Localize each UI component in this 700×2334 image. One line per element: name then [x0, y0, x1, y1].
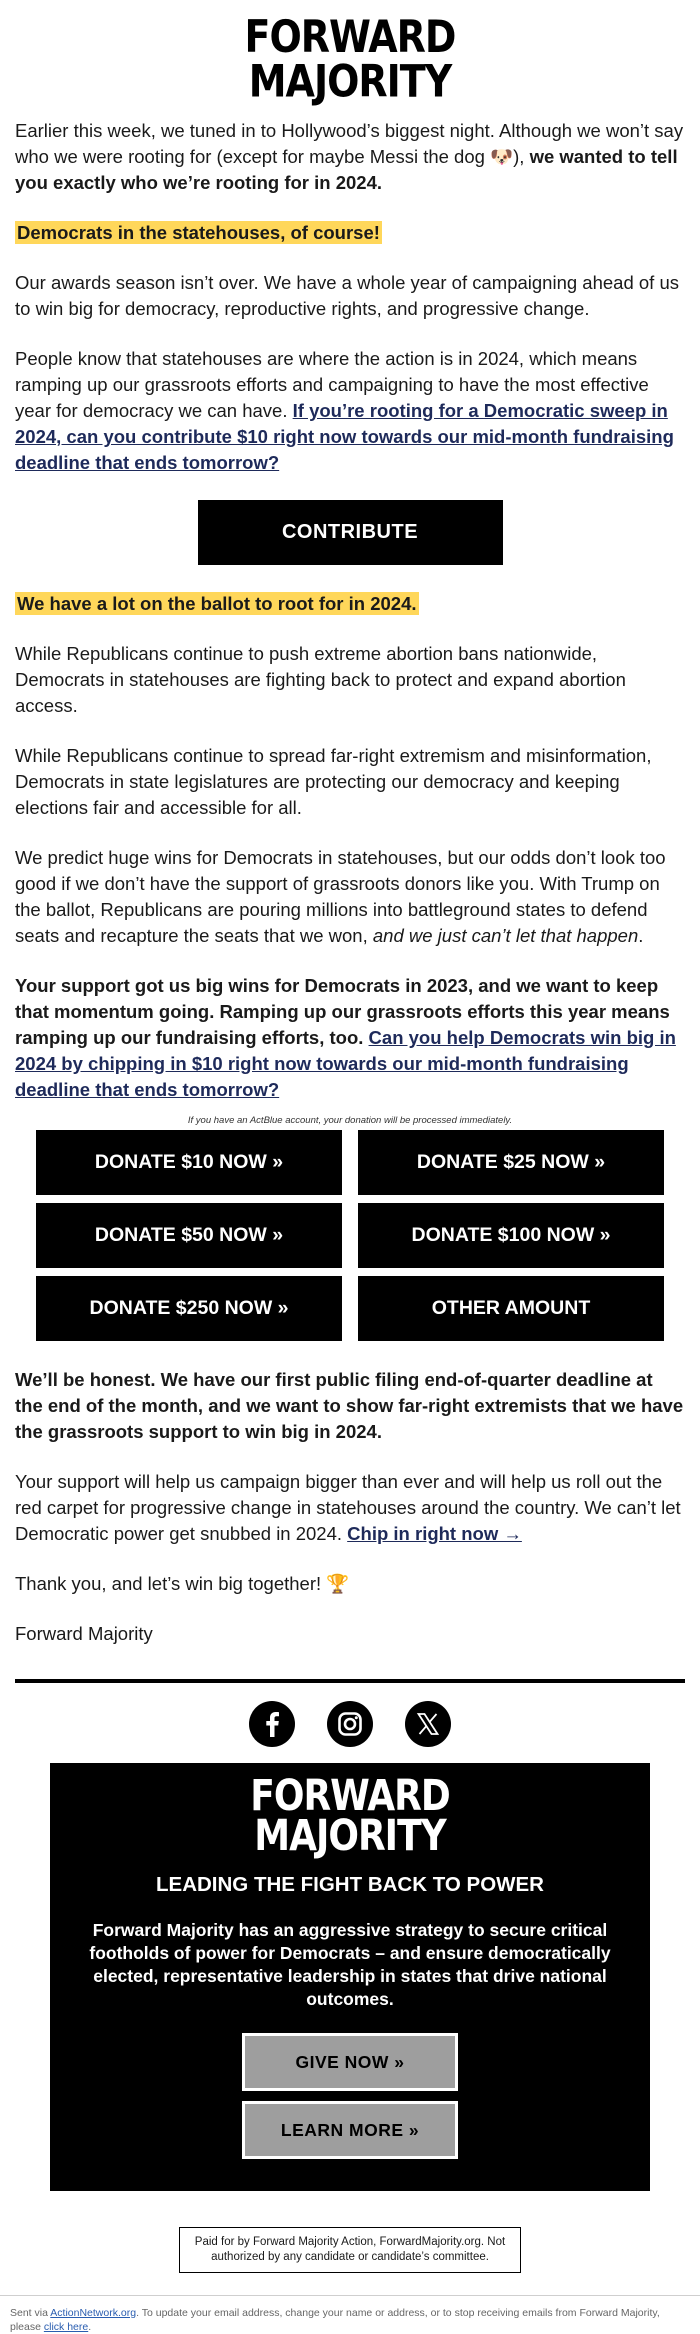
intro-text: Earlier this week, we tuned in to Hollywood’s biggest night. Although we won’t say who we were rooting for (except for maybe Messi the dog — [15, 120, 684, 167]
forward-majority-logo[interactable] — [15, 10, 685, 108]
thanks-line — [15, 1571, 685, 1597]
paragraph-awards: Our awards season isn’t over. We have a whole year of campaigning ahead of us to win big for democracy, reproductive rights, and progressive change. — [15, 272, 679, 319]
sent-via-end: . — [88, 2321, 92, 2333]
dog-emoji-icon: 🐶 — [490, 146, 514, 167]
donate-250-button[interactable]: DONATE $250 NOW » — [36, 1276, 342, 1341]
paragraph-extremism: While Republicans continue to spread far-right extremism and misinformation, Democrats in state legislatures are protecting our democracy and keeping elections fair and accessible for all. — [15, 745, 652, 818]
paragraph-statehouses — [15, 346, 685, 476]
paragraph-campaign — [15, 1469, 685, 1547]
learn-more-button[interactable]: LEARN MORE » — [242, 2101, 458, 2159]
donate-100-button[interactable]: DONATE $100 NOW » — [358, 1203, 664, 1268]
predict-italic: and we just can’t let that happen — [372, 925, 639, 946]
footer-description: Forward Majority has an aggressive strategy to secure critical footholds of power for Democrats – and ensure democratically elected, representative leadership in states that drive national outcomes. — [89, 1920, 611, 2009]
footer-logo-line2: MAJORITY — [254, 1812, 446, 1861]
x-icon[interactable] — [405, 1701, 451, 1747]
social-links — [15, 1701, 685, 1747]
support-bold: Your support got us big wins for Democrats in 2023, and we want to keep that momentum going. Ramping up our grassroots efforts this year means ramping up our fundraising efforts, too. — [15, 975, 670, 1048]
paragraph-support — [15, 973, 685, 1103]
trophy-emoji-icon: 🏆 — [326, 1573, 350, 1594]
other-amount-button[interactable]: OTHER AMOUNT — [358, 1276, 664, 1341]
chip-in-10-link[interactable]: Can you help Democrats win big in 2024 by chipping in $10 right now towards our mid-month fundraising deadline that ends tomorrow? — [15, 1027, 676, 1100]
donate-50-button[interactable]: DONATE $50 NOW » — [36, 1203, 342, 1268]
predict-text: We predict huge wins for Democrats in statehouses, but our odds don’t look too good if we don’t have the support of grassroots donors like you. With Trump on the ballot, Republicans are pouring millions into battleground states to defend seats and recapture the seats that we won, — [15, 847, 666, 946]
donate-button-grid — [15, 1130, 685, 1341]
logo-line2: MAJORITY — [248, 55, 452, 108]
logo-line1: FORWARD — [244, 10, 456, 63]
highlight-heading-1 — [15, 220, 685, 246]
email-body — [15, 0, 685, 2273]
paragraph-honest: We’ll be honest. We have our first public filing end-of-quarter deadline at the end of the month, and we want to show far-right extremists that we have the grassroots support to win big in 2024. — [15, 1369, 684, 1442]
highlight-heading-2 — [15, 591, 685, 617]
sent-via-footer — [0, 2295, 700, 2334]
predict-end: . — [638, 925, 644, 946]
click-here-link[interactable]: click here — [43, 2321, 89, 2333]
facebook-icon[interactable] — [249, 1701, 295, 1747]
statehouses-text: People know that statehouses are where the action is in 2024, which means ramping up our grassroots efforts and campaigning to have the most effective year for democracy we can have. — [15, 348, 649, 421]
sent-via-middle: . To update your email address, change your name or address, or to stop receiving emails from Forward Majority, please — [10, 2307, 660, 2333]
footer-box — [50, 1763, 650, 2191]
paragraph-abortion: While Republicans continue to push extreme abortion bans nationwide, Democrats in statehouses are fighting back to protect and expand abortion access. — [15, 643, 626, 716]
contribute-button[interactable]: CONTRIBUTE — [198, 500, 503, 565]
intro-paragraph — [15, 118, 685, 196]
actionnetwork-link[interactable]: ActionNetwork.org — [50, 2307, 137, 2319]
chip-in-now-link[interactable]: Chip in right now → — [347, 1523, 522, 1544]
footer-title: LEADING THE FIGHT BACK TO POWER — [156, 1873, 544, 1896]
donate-25-button[interactable]: DONATE $25 NOW » — [358, 1130, 664, 1195]
contribute-row — [15, 500, 685, 565]
instagram-icon[interactable] — [327, 1701, 373, 1747]
intro-bold: we wanted to tell you exactly who we’re rooting for in 2024. — [15, 146, 678, 193]
footer-logo-line1: FORWARD — [250, 1772, 450, 1821]
contribute-10-link[interactable]: If you’re rooting for a Democratic sweep in 2024, can you contribute $10 right now towards our mid-month fundraising deadline that ends tomorrow? — [15, 400, 674, 473]
actblue-note: If you have an ActBlue account, your donation will be processed immediately. — [187, 1115, 513, 1126]
highlight-text-1: Democrats in the statehouses, of course! — [17, 222, 380, 243]
highlight-text-2: We have a lot on the ballot to root for in 2024. — [17, 593, 417, 614]
intro-text-after: ), — [513, 146, 530, 167]
campaign-text: Your support will help us campaign bigger than ever and will help us roll out the red carpet for progressive change in statehouses around the country. We can’t let Democratic power get snubbed in 2024. — [15, 1471, 681, 1544]
footer-logo[interactable] — [80, 1772, 620, 1861]
sent-via-prefix: Sent via — [10, 2307, 51, 2319]
divider — [15, 1679, 685, 1683]
donate-10-button[interactable]: DONATE $10 NOW » — [36, 1130, 342, 1195]
signature: Forward Majority — [15, 1623, 153, 1644]
thanks-text: Thank you, and let’s win big together! — [15, 1573, 327, 1594]
give-now-button[interactable]: GIVE NOW » — [242, 2033, 458, 2091]
paid-for-disclaimer: Paid for by Forward Majority Action, ForwardMajority.org. Not authorized by any candidate or candidate’s committee. — [179, 2227, 521, 2273]
paragraph-predict — [15, 845, 685, 949]
